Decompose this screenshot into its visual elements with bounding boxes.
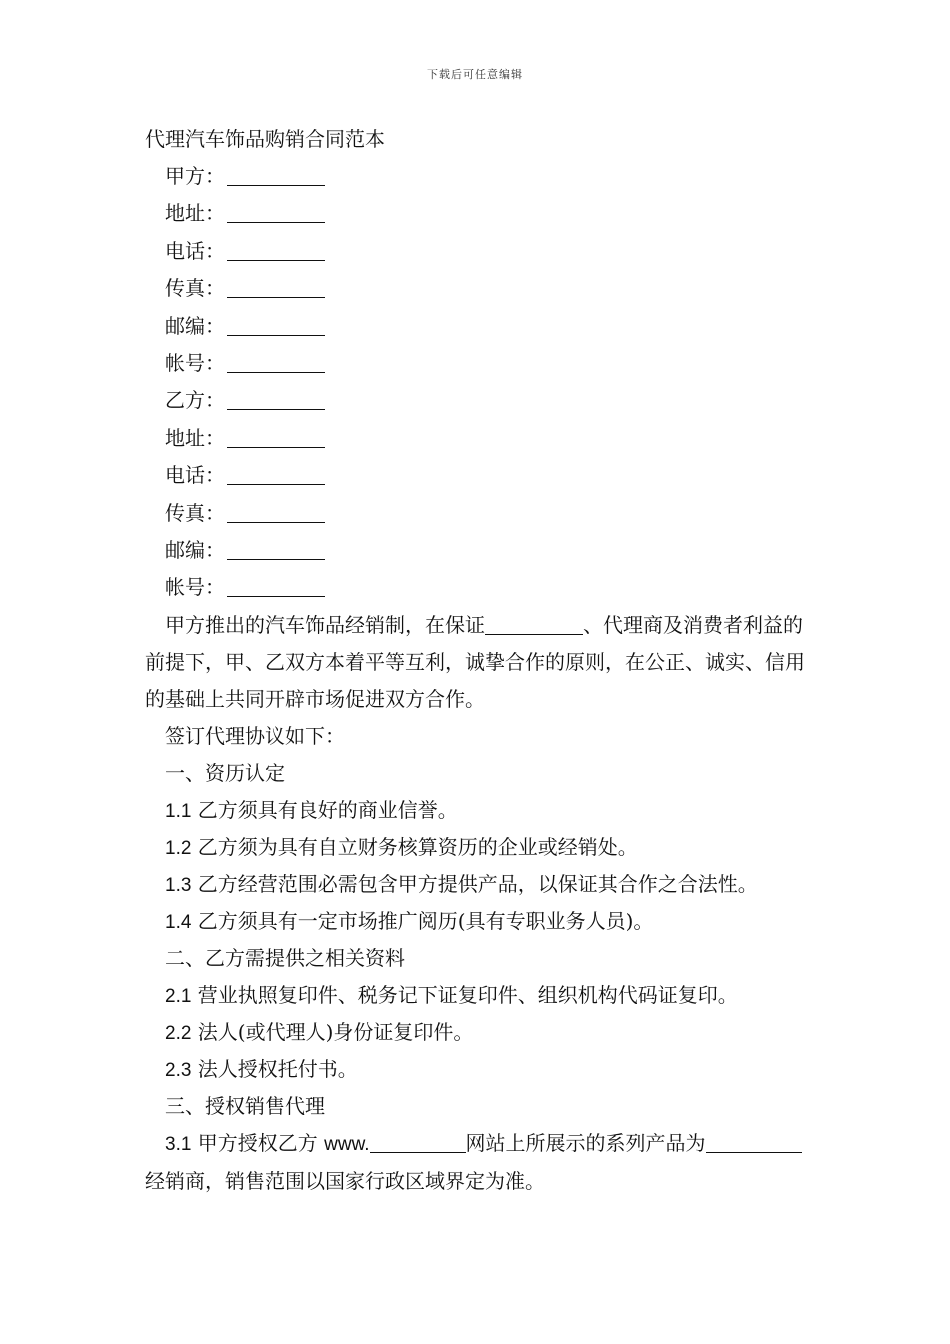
field-label: 地址：: [165, 425, 225, 450]
party-a-fax-field: [145, 270, 813, 307]
field-label: 电话：: [165, 463, 225, 488]
fill-in-blank: [227, 165, 325, 186]
document-title: 代理汽车饰品购销合同范本: [145, 127, 385, 151]
fill-in-blank: [227, 277, 325, 298]
clause-item: [145, 866, 813, 903]
party-a-phone-field: [145, 233, 813, 270]
clause-text-part2: 网站上所展示的系列产品为: [465, 1130, 706, 1155]
field-label: 乙方：: [165, 388, 225, 413]
party-a-account-field: [145, 345, 813, 382]
field-label: 甲方：: [165, 164, 225, 188]
field-label: 传真：: [165, 500, 225, 525]
page-header-note: 下载后可任意编辑: [427, 68, 523, 81]
clause-item: [145, 1014, 813, 1051]
fill-in-blank: [227, 389, 325, 410]
clause-item: [145, 829, 813, 866]
fill-in-blank: [227, 352, 325, 373]
section-heading-authorization: 三、授权销售代理: [165, 1093, 325, 1118]
clause-text: 营业执照复印件、税务记下证复印件、组织机构代码证复印。: [197, 982, 738, 1007]
party-b-postcode-field: [145, 532, 813, 569]
party-a-field: [145, 158, 813, 195]
clause-number: 3.1: [165, 1133, 192, 1155]
document-body: [145, 121, 813, 1200]
party-b-account-field: [145, 569, 813, 606]
fill-in-blank: [706, 1132, 748, 1153]
intro-paragraph: [145, 607, 813, 718]
fill-in-blank: [485, 614, 583, 635]
clause-item: [145, 977, 813, 1014]
field-label: 邮编：: [165, 313, 225, 338]
clause-text: 乙方须具有良好的商业信誉。: [197, 797, 458, 822]
party-b-block: [145, 382, 813, 606]
intro-text-part2: 、代理商及消费者利益的前提下，甲、乙双方本着平等互利，诚挚合作的原则，在公正、诚实、信用的基础上共同开辟市场促进双方合作。: [145, 612, 805, 711]
fill-in-blank: [227, 202, 325, 223]
field-label: 帐号：: [165, 575, 225, 600]
clause-text: 法人授权托付书。: [197, 1056, 358, 1081]
field-label: 电话：: [165, 238, 225, 263]
field-label: 邮编：: [165, 537, 225, 562]
fill-in-blank: [227, 427, 325, 448]
field-label: 帐号：: [165, 350, 225, 375]
clause-item: [145, 1051, 813, 1088]
fill-in-blank: [227, 576, 325, 597]
party-a-block: [145, 158, 813, 382]
party-b-phone-field: [145, 457, 813, 494]
intro-text-part1: 甲方推出的汽车饰品经销制，在保证: [165, 612, 485, 637]
fill-in-blank-continued: [748, 1132, 802, 1153]
party-b-fax-field: [145, 495, 813, 532]
clause-number: 1.1: [165, 800, 192, 822]
clause-number: 2.1: [165, 985, 192, 1007]
clause-item: [145, 792, 813, 829]
clause-text: 乙方须具有一定市场推广阅历(具有专职业务人员)。: [197, 908, 654, 933]
clause-text: 法人(或代理人)身份证复印件。: [197, 1019, 474, 1044]
party-a-address-field: [145, 195, 813, 232]
clause-number: 1.4: [165, 911, 192, 933]
party-a-postcode-field: [145, 308, 813, 345]
field-label: 地址：: [165, 201, 225, 226]
clause-text: 乙方须为具有自立财务核算资历的企业或经销处。: [197, 834, 638, 859]
fill-in-blank: [227, 464, 325, 485]
clause-number: 1.3: [165, 874, 192, 896]
fill-in-blank: [370, 1132, 466, 1153]
clause-item: [145, 903, 813, 940]
clause-number: 2.3: [165, 1059, 192, 1081]
website-prefix: www.: [324, 1133, 370, 1155]
fill-in-blank: [227, 502, 325, 523]
field-label: 传真：: [165, 276, 225, 301]
agreement-line: 签订代理协议如下：: [165, 723, 345, 748]
clause-number: 1.2: [165, 837, 192, 859]
clause-3-1: [145, 1125, 813, 1200]
section-heading-qualification: 一、资历认定: [165, 760, 285, 785]
clause-text: 乙方经营范围必需包含甲方提供产品，以保证其合作之合法性。: [197, 871, 758, 896]
fill-in-blank: [227, 539, 325, 560]
fill-in-blank: [227, 240, 325, 261]
clause-number: 2.2: [165, 1022, 192, 1044]
party-b-address-field: [145, 420, 813, 457]
clause-text-part3: 经销商，销售范围以国家行政区域界定为准。: [145, 1168, 545, 1193]
section-heading-documents: 二、乙方需提供之相关资料: [165, 945, 405, 970]
fill-in-blank: [227, 315, 325, 336]
clause-text-part1: 甲方授权乙方: [197, 1130, 318, 1155]
party-b-field: [145, 382, 813, 419]
